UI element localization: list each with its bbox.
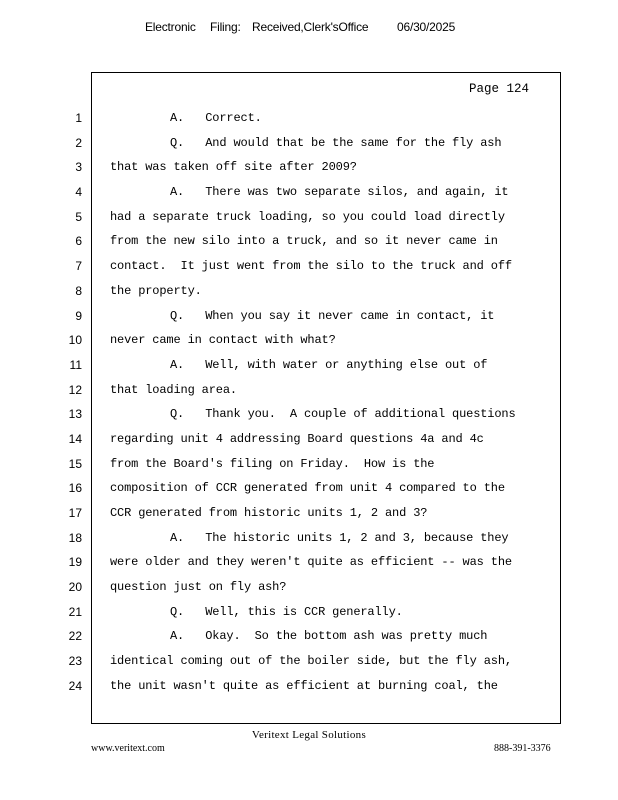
line-text: contact. It just went from the silo to the truck and off — [110, 259, 512, 274]
line-text: A. There was two separate silos, and again, it — [170, 185, 509, 200]
transcript-line — [0, 649, 618, 674]
line-text: the property. — [110, 283, 202, 298]
line-number: 7 — [75, 259, 82, 274]
line-text: were older and they weren't quite as efficient -- was the — [110, 555, 512, 570]
transcript-line — [0, 304, 618, 329]
transcript-line — [0, 205, 618, 230]
line-text: Q. When you say it never came in contact, it — [170, 308, 495, 323]
line-text: Q. And would that be the same for the fly ash — [170, 135, 502, 150]
line-text: Q. Well, this is CCR generally. — [170, 604, 403, 619]
line-number: 12 — [68, 382, 82, 397]
line-number: 22 — [68, 629, 82, 644]
line-text: composition of CCR generated from unit 4 compared to the — [110, 481, 505, 496]
line-text: identical coming out of the boiler side, but the fly ash, — [110, 654, 512, 669]
line-number: 13 — [68, 407, 82, 422]
line-number: 4 — [75, 185, 82, 200]
line-number: 19 — [68, 555, 82, 570]
transcript-line — [0, 229, 618, 254]
line-number: 8 — [75, 283, 82, 298]
line-number: 16 — [68, 481, 82, 496]
filing-header — [0, 20, 618, 38]
line-number: 6 — [75, 234, 82, 249]
line-text: question just on fly ash? — [110, 580, 287, 595]
transcript-line — [0, 180, 618, 205]
transcript-line — [0, 279, 618, 304]
line-text: had a separate truck loading, so you could load directly — [110, 209, 505, 224]
line-number: 15 — [68, 456, 82, 471]
line-number: 9 — [75, 308, 82, 323]
page-number: Page 124 — [469, 82, 530, 96]
line-text: A. The historic units 1, 2 and 3, because they — [170, 530, 509, 545]
line-text: CCR generated from historic units 1, 2 and 3? — [110, 506, 428, 520]
line-number: 3 — [75, 160, 82, 175]
transcript-line — [0, 600, 618, 625]
transcript-line — [0, 427, 618, 452]
transcript-line — [0, 575, 618, 600]
line-text: regarding unit 4 addressing Board questions 4a and 4c — [110, 431, 484, 446]
transcript-line — [0, 254, 618, 279]
line-number: 10 — [68, 333, 82, 348]
transcript-line — [0, 624, 618, 649]
line-number: 24 — [68, 678, 82, 693]
line-number: 18 — [68, 530, 82, 545]
header-received-label: Received,Clerk'sOffice — [252, 20, 369, 34]
transcript-line — [0, 452, 618, 477]
header-date: 06/30/2025 — [397, 20, 456, 34]
transcript-line — [0, 476, 618, 501]
transcript-line — [0, 155, 618, 180]
line-text: A. Okay. So the bottom ash was pretty much — [170, 629, 488, 644]
line-text: never came in contact with what? — [110, 333, 336, 348]
transcript-line — [0, 378, 618, 403]
transcript-line — [0, 402, 618, 427]
header-filing-label: Filing: — [210, 20, 241, 34]
line-text: from the Board's filing on Friday. How is the — [110, 456, 435, 471]
transcript-line — [0, 526, 618, 551]
transcript-line — [0, 106, 618, 131]
line-text: the unit wasn't quite as efficient at burning coal, the — [110, 678, 498, 693]
transcript-line — [0, 550, 618, 575]
line-number: 23 — [68, 654, 82, 669]
transcript-line — [0, 328, 618, 353]
transcript-line — [0, 353, 618, 378]
line-text: from the new silo into a truck, and so it never came in — [110, 234, 498, 249]
line-number: 14 — [68, 431, 82, 446]
transcript-line — [0, 501, 618, 526]
line-text: A. Well, with water or anything else out of — [170, 357, 488, 372]
transcript-line — [0, 131, 618, 156]
line-number: 11 — [69, 357, 82, 372]
line-number: 21 — [68, 604, 82, 619]
transcript-lines — [0, 106, 618, 699]
footer-phone: 888-391-3376 — [494, 743, 551, 754]
line-text: that loading area. — [110, 382, 237, 397]
line-number: 17 — [68, 506, 82, 520]
transcript-line — [0, 674, 618, 699]
line-text: A. Correct. — [170, 111, 262, 125]
header-electronic-label: Electronic — [145, 20, 196, 34]
line-number: 20 — [68, 580, 82, 595]
line-text: Q. Thank you. A couple of additional questions — [170, 407, 516, 422]
footer-website: www.veritext.com — [91, 743, 165, 754]
line-text: that was taken off site after 2009? — [110, 160, 357, 175]
line-number: 2 — [75, 135, 82, 150]
footer-company: Veritext Legal Solutions — [251, 729, 367, 741]
line-number: 5 — [75, 209, 82, 224]
line-number: 1 — [75, 111, 82, 125]
